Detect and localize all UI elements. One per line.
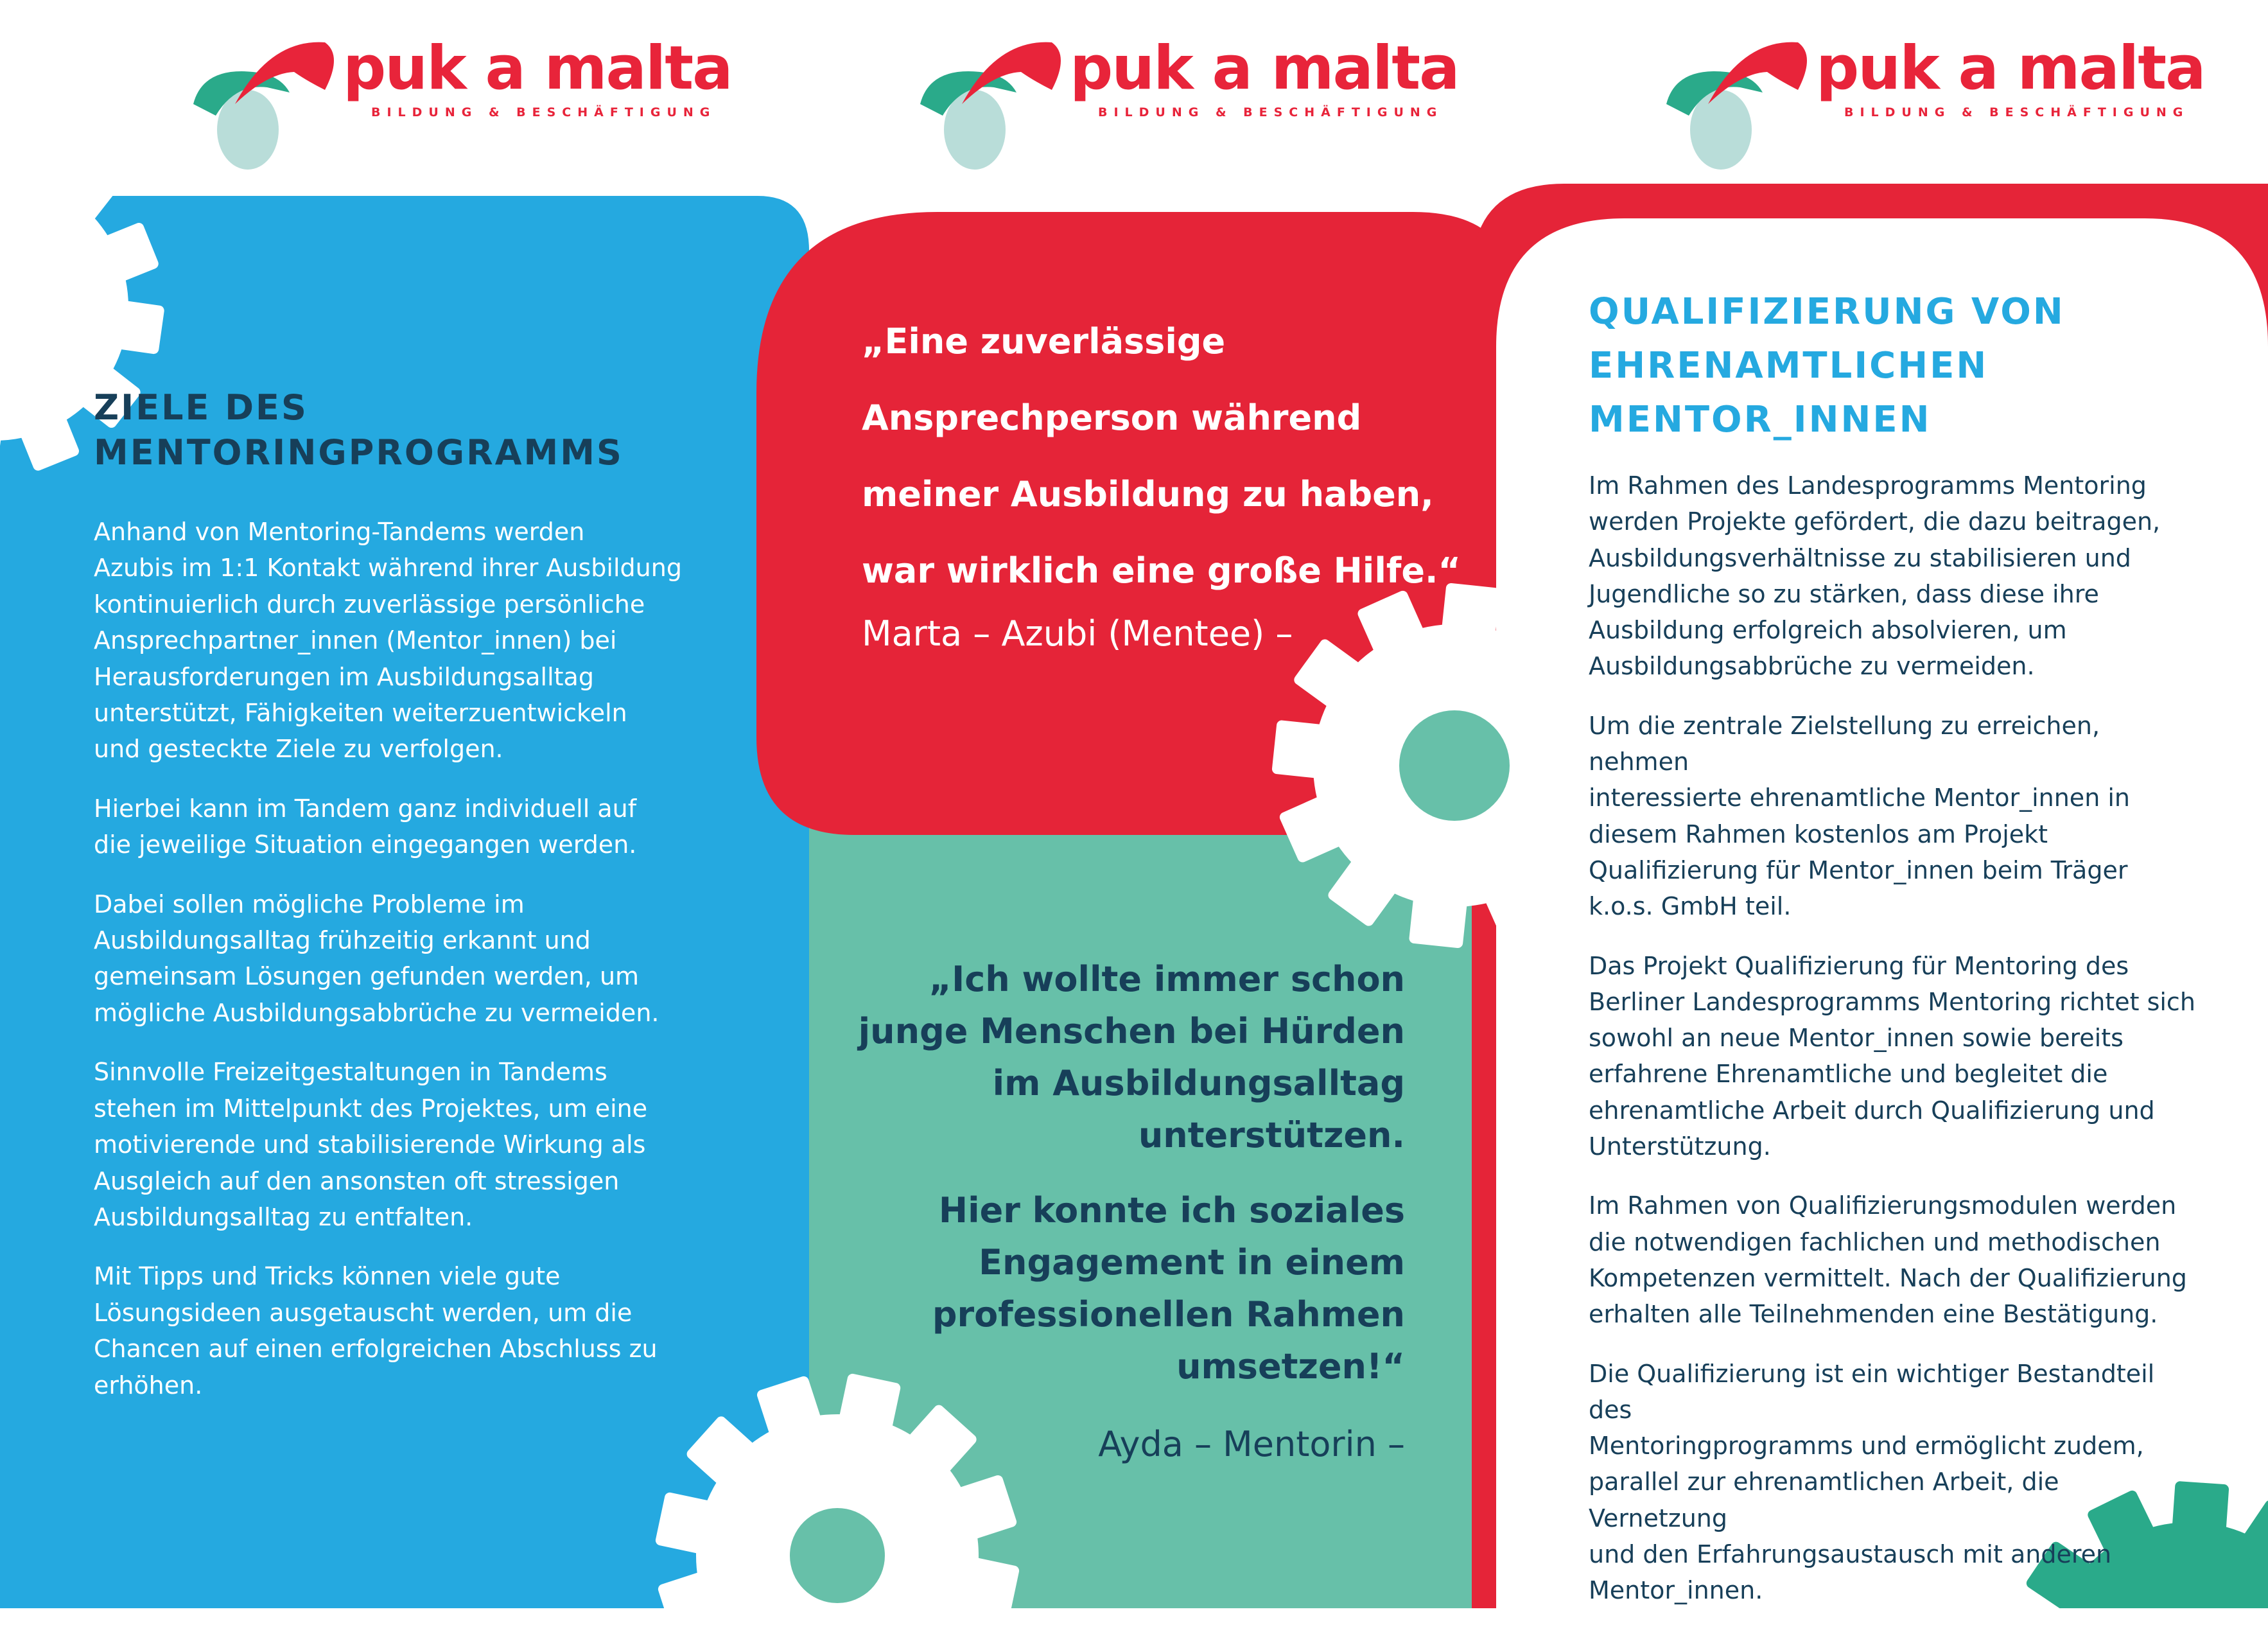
quote-line: professionellen Rahmen	[932, 1294, 1405, 1335]
mentee-quote	[862, 303, 1504, 609]
text-line: Im Rahmen von Qualifizierungsmodulen werden	[1589, 1191, 2177, 1220]
text-line: Das Projekt Qualifizierung für Mentoring des	[1589, 951, 2129, 980]
text-line: diesem Rahmen kostenlos am Projekt	[1589, 820, 2048, 848]
text-line: Hierbei kann im Tandem ganz individuell auf	[94, 794, 637, 823]
text-line: Dabei sollen mögliche Probleme im	[94, 890, 525, 918]
quote-line: Engagement in einem	[979, 1242, 1405, 1283]
mentor-quote	[778, 953, 1405, 1416]
text-line: ehrenamtliche Arbeit durch Qualifizierung und	[1589, 1096, 2155, 1125]
text-line: mögliche Ausbildungsabbrüche zu vermeiden.	[94, 998, 659, 1027]
paragraph	[94, 791, 736, 863]
text-line: Unterstützung.	[1589, 1132, 1771, 1161]
right-panel-title	[1589, 285, 2205, 447]
logo-mark-icon	[917, 33, 1065, 175]
text-line: Ansprechpartner_innen (Mentor_innen) bei	[94, 626, 617, 655]
quote-paragraph	[778, 953, 1405, 1161]
gear-bottom-hub	[790, 1508, 885, 1603]
text-line: Ausbildungsabbrüche zu vermeiden.	[1589, 652, 2035, 681]
quote-line: meiner Ausbildung zu haben,	[862, 474, 1434, 514]
text-line: parallel zur ehrenamtlichen Arbeit, die Vernetzung	[1589, 1468, 2059, 1532]
text-line: unterstützt, Fähigkeiten weiterzuentwickeln	[94, 699, 627, 728]
text-line: Ausbildungsalltag zu entfalten.	[94, 1202, 473, 1231]
text-line: Anhand von Mentoring-Tandems werden	[94, 518, 585, 546]
quote-line: Ansprechperson während	[862, 398, 1362, 438]
logo-wordmark: puk a malta	[1070, 33, 1459, 103]
paragraph	[1589, 948, 2205, 1165]
paragraph	[94, 1054, 736, 1235]
logo-wordmark: puk a malta	[1816, 33, 2205, 103]
quote-line: „Ich wollte immer schon	[929, 959, 1405, 999]
gear-middle-hub	[1399, 710, 1510, 821]
text-line: Herausforderungen im Ausbildungsalltag	[94, 662, 594, 691]
quote-line: junge Menschen bei Hürden	[858, 1011, 1405, 1051]
paragraph	[94, 886, 736, 1031]
text-line: Die Qualifizierung ist ein wichtiger Bestandteil des	[1589, 1359, 2155, 1424]
text-line: Jugendliche so zu stärken, dass diese ihre	[1589, 579, 2099, 608]
text-line: Ausbildungsalltag frühzeitig erkannt und	[94, 926, 591, 955]
text-line: und den Erfahrungsaustausch mit anderen	[1589, 1540, 2112, 1569]
text-line: Qualifizierung für Mentor_innen beim Träger	[1589, 855, 2128, 884]
title-line: QUALIFIZIERUNG VON	[1589, 291, 2065, 333]
text-line: k.o.s. GmbH teil.	[1589, 892, 1792, 921]
text-line: Mit Tipps und Tricks können viele gute	[94, 1262, 561, 1291]
quote-line: unterstützen.	[1138, 1115, 1405, 1155]
quote-line: im Ausbildungsalltag	[992, 1063, 1405, 1103]
logo-center	[917, 33, 1459, 155]
left-panel-body	[94, 514, 736, 1426]
text-line: motivierende und stabilisierende Wirkung als	[94, 1130, 646, 1159]
text-line: Chancen auf einen erfolgreichen Abschluss zu	[94, 1335, 658, 1364]
text-line: kontinuierlich durch zuverlässige persönliche	[94, 590, 645, 619]
left-panel-title	[94, 385, 736, 475]
text-line: Mentoringprogramms und ermöglicht zudem,	[1589, 1432, 2144, 1461]
text-line: Ausgleich auf den ansonsten oft stressigen	[94, 1166, 620, 1195]
logo-tagline: BILDUNG & BESCHÄFTIGUNG	[1844, 105, 2190, 119]
title-line: ZIELE DES	[94, 387, 308, 428]
text-line: Berliner Landesprogramms Mentoring richtet sich	[1589, 987, 2195, 1016]
logo-right	[1663, 33, 2205, 155]
text-line: die jeweilige Situation eingegangen werden.	[94, 830, 637, 859]
title-line: MENTOR_INNEN	[1589, 399, 1932, 441]
text-line: und gesteckte Ziele zu verfolgen.	[94, 735, 503, 764]
quote-line: Hier konnte ich soziales	[938, 1190, 1405, 1231]
text-line: werden Projekte gefördert, die dazu beitragen,	[1589, 507, 2161, 536]
logo-wordmark: puk a malta	[343, 33, 732, 103]
paragraph	[94, 514, 736, 768]
text-line: sowohl an neue Mentor_innen sowie bereits	[1589, 1024, 2124, 1053]
text-line: Lösungsideen ausgetauscht werden, um die	[94, 1298, 632, 1327]
logo-tagline: BILDUNG & BESCHÄFTIGUNG	[1098, 105, 1444, 119]
text-line: Um die zentrale Zielstellung zu erreichen, nehmen	[1589, 711, 2100, 777]
text-line: Sinnvolle Freizeitgestaltungen in Tandems	[94, 1058, 607, 1087]
right-panel-body	[1589, 468, 2205, 1632]
text-line: Kompetenzen vermittelt. Nach der Qualifizierung	[1589, 1263, 2187, 1292]
text-line: Im Rahmen des Landesprogramms Mentoring	[1589, 471, 2147, 500]
text-line: die notwendigen fachlichen und methodischen	[1589, 1227, 2161, 1256]
text-line: erfahrene Ehrenamtliche und begleitet die	[1589, 1060, 2108, 1089]
quote-line: „Eine zuverlässige	[862, 321, 1226, 362]
logo-left	[190, 33, 732, 155]
logo-tagline: BILDUNG & BESCHÄFTIGUNG	[371, 105, 717, 119]
quote-paragraph	[778, 1184, 1405, 1392]
text-line: Ausbildungsverhältnisse zu stabilisieren und	[1589, 543, 2131, 572]
text-line: stehen im Mittelpunkt des Projektes, um eine	[94, 1094, 648, 1123]
paragraph	[1589, 1188, 2205, 1332]
text-line: interessierte ehrenamtliche Mentor_innen in	[1589, 784, 2130, 812]
logo-mark-icon	[190, 33, 338, 175]
text-line: Azubis im 1:1 Kontakt während ihrer Ausbildung	[94, 554, 682, 583]
text-line: Mentor_innen.	[1589, 1576, 1763, 1605]
paragraph	[94, 1258, 736, 1403]
mentee-quote-author: Marta – Azubi (Mentee) –	[862, 613, 1293, 654]
title-line: EHRENAMTLICHEN	[1589, 345, 1989, 387]
quote-line: war wirklich eine große Hilfe.“	[862, 550, 1461, 591]
paragraph	[1589, 468, 2205, 685]
paragraph	[1589, 1356, 2205, 1609]
text-line: gemeinsam Lösungen gefunden werden, um	[94, 962, 640, 991]
quote-line: umsetzen!“	[1176, 1346, 1405, 1387]
logo-mark-icon	[1663, 33, 1811, 175]
text-line: Ausbildung erfolgreich absolvieren, um	[1589, 616, 2067, 645]
text-line: erhalten alle Teilnehmenden eine Bestätigung.	[1589, 1300, 2158, 1329]
mentor-quote-author: Ayda – Mentorin –	[1098, 1424, 1405, 1464]
text-line: erhöhen.	[94, 1371, 203, 1399]
paragraph	[1589, 708, 2205, 925]
title-line: MENTORINGPROGRAMMS	[94, 432, 624, 473]
